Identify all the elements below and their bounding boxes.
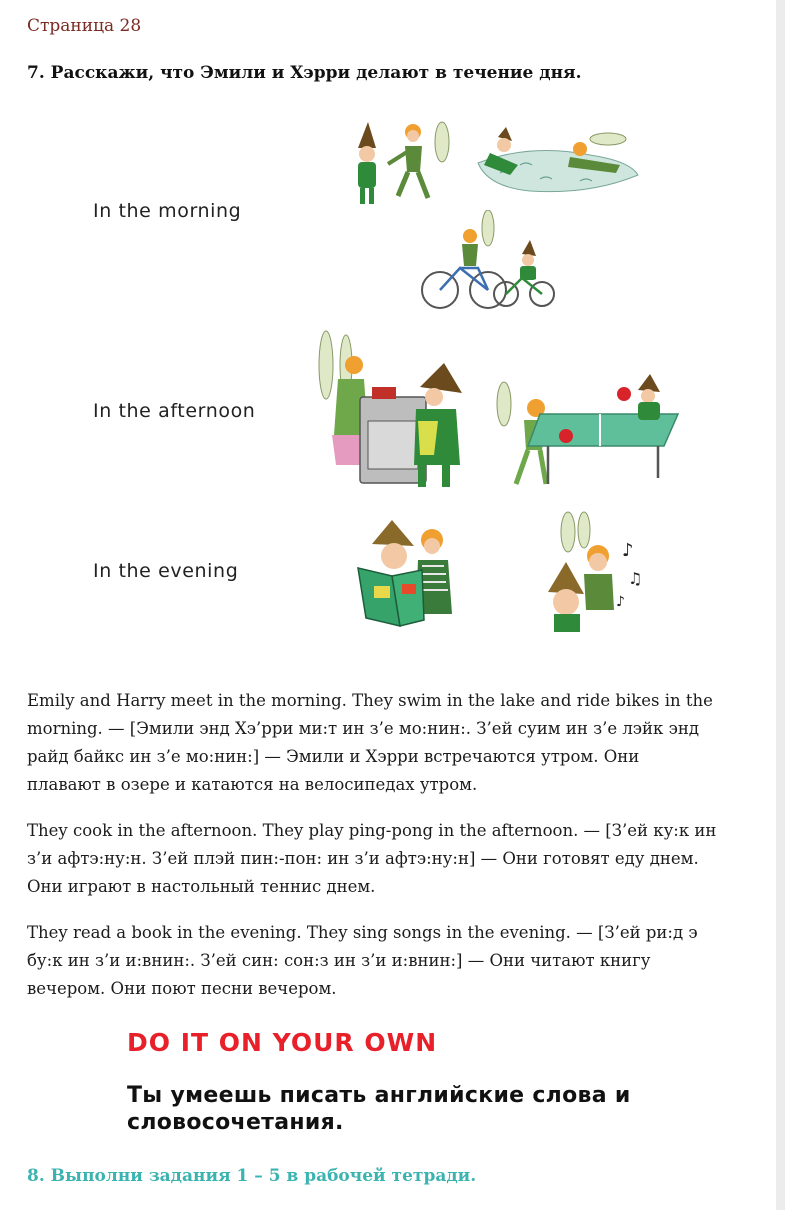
illustration-cooking (314, 325, 474, 497)
row-label-evening: In the evening (93, 560, 239, 582)
row-label-morning: In the morning (93, 200, 242, 222)
row-label-afternoon: In the afternoon (93, 400, 256, 422)
task-8-title: 8. Выполни задания 1 – 5 в рабочей тетради. (27, 1166, 477, 1186)
svg-text:♫: ♫ (628, 569, 643, 588)
illustration-singing (544, 510, 644, 632)
illustration-ping-pong (488, 374, 688, 496)
illustration-reading (352, 514, 464, 628)
do-it-on-your-own-heading: DO IT ON YOUR OWN (127, 1028, 438, 1057)
scrollbar-track[interactable] (776, 0, 785, 1210)
task-7-title: 7. Расскажи, что Эмили и Хэрри делают в течение дня. (27, 63, 582, 83)
svg-text:♪: ♪ (622, 540, 634, 561)
illustration-bikes (418, 210, 564, 312)
illustration-meeting (350, 118, 460, 210)
svg-text:♪: ♪ (616, 594, 625, 610)
paragraph-morning: Emily and Harry meet in the morning. They swim in the lake and ride bikes in the morning. — [Эмили энд Хэ’рри ми:т ин з’е мо:нин:. З’ей суим ин з’е лэйк энд райд байкс ин з’е мо:нин:] — Эмили и Хэрри встречаются утром. Они плавают в озере и катаются на велосипедах утром. (27, 691, 713, 794)
do-it-on-your-own-subtitle: Ты умеешь писать английские слова и словосочетания. (127, 1083, 631, 1135)
page-label: Страница 28 (27, 16, 142, 36)
paragraph-afternoon: They cook in the afternoon. They play ping-pong in the afternoon. — [З’ей ку:к ин з’и афтэ:ну:н. З’ей плэй пин:-пон: ин з’и афтэ:ну:н] — Они готовят еду днем. Они играют в настольный теннис днем. (27, 821, 717, 896)
illustration-swimming (470, 125, 642, 203)
paragraph-evening: They read a book in the evening. They sing songs in the evening. — [З’ей ри:д э бу:к ин з’и и:внин:. З’ей син: сон:з ин з’и и:внин:] — Они читают книгу вечером. Они поют песни вечером. (27, 923, 698, 998)
